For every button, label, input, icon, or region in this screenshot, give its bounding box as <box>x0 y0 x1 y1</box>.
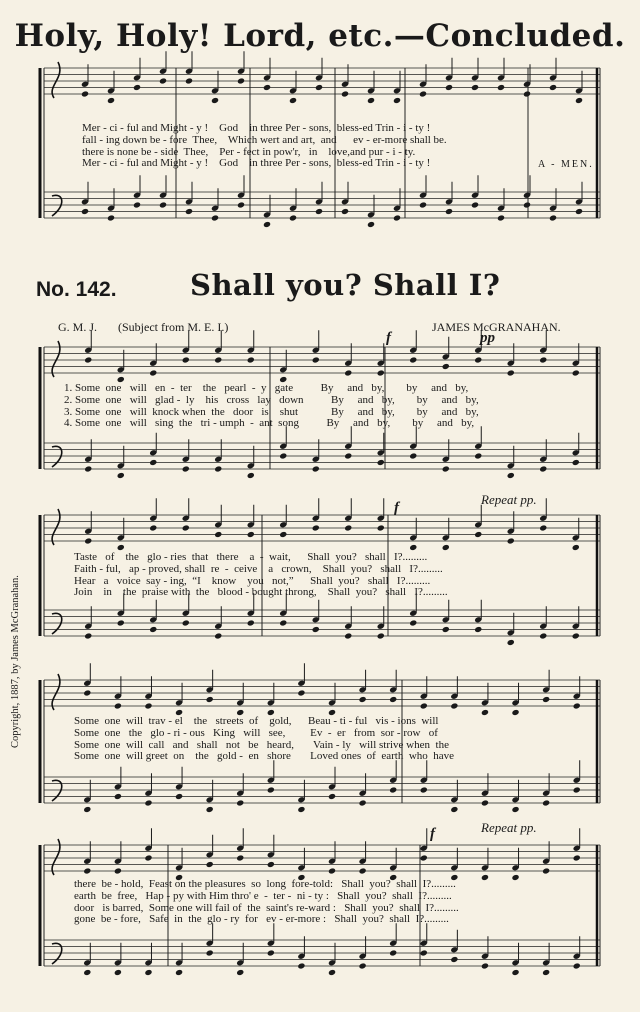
amen-text: A - MEN. <box>538 159 594 170</box>
dynamic-forte-1: f <box>386 330 391 346</box>
lyrics-block-4 <box>74 716 454 763</box>
lyric-line: gone be - fore, Safe in the glo - ry for ev - er-more : Shall you? shall I?......... <box>74 913 449 926</box>
lyric-line: Some one the glo - ri - ous King will see, Ev - er from sor - row of <box>74 726 438 739</box>
lyric-line: door is barred, Some one will fail of the saint's re-ward : Shall you? shall I?......... <box>74 901 459 914</box>
lyric-line: earth be free, Hap - py with Him thro' e - ter - ni - ty : Shall you? shall I?......... <box>74 889 452 902</box>
copyright-notice: Copyright, 1887, by James McGranahan. <box>10 575 21 748</box>
lyrics-block-5 <box>74 879 459 926</box>
composer-credit: JAMES McGRANAHAN. <box>432 320 561 334</box>
lyric-line: Mer - ci - ful and Might - y ! God in three Per - sons, bless-ed Trin - i - ty ! <box>82 122 431 134</box>
lyric-line: Taste of the glo - ries that there a - wait, Shall you? shall I?......... <box>74 551 428 563</box>
hymn-title: Shall you? Shall I? <box>190 268 501 302</box>
words-credit: G. M. J. <box>58 320 98 334</box>
page-heading: Holy, Holy! Lord, etc.—Concluded. <box>14 18 626 54</box>
lyrics-block-1 <box>82 123 447 170</box>
dynamic-pianissimo: pp <box>480 330 495 346</box>
lyric-line: Mer - ci - ful and Might - y ! God in three Per - sons, bless-ed Trin - i - ty ! <box>82 157 431 170</box>
lyric-line: Faith - ful, ap - proved, shall re - ceive a crown, Shall you? shall I?......... <box>74 562 443 575</box>
lyric-line: 3. Some one will knock when the door is shut By and by, by and by, <box>64 405 479 418</box>
lyric-line: 1. Some one will en - ter the pearl - y gate By and by, by and by, <box>64 382 469 394</box>
hymn-number: No. 142. <box>36 278 117 301</box>
lyric-line: 4. Some one will sing the tri - umph - ant song By and by, by and by, <box>64 417 475 430</box>
dynamic-forte-3: f <box>430 826 435 842</box>
lyric-line: fall - ing down be - fore Thee, Which wert and art, and ev - er-more shall be. <box>82 133 447 146</box>
lyrics-block-3 <box>74 552 448 599</box>
lyric-line: Some one will greet on the gold - en shore Loved ones of earth who have <box>74 750 455 763</box>
subject-credit: (Subject from M. E. I.) <box>118 320 229 334</box>
lyric-line: 2. Some one will glad - ly his cross lay down By and by, by and by, <box>64 393 479 406</box>
lyric-line: there is none be - side Thee, Per - fect in pow'r, in love,and pur - i - ty. <box>82 145 416 158</box>
repeat-marking-2: Repeat pp. <box>481 820 537 835</box>
lyric-line: Join in the praise with the blood - bought throng, Shall you? shall I?......... <box>74 586 448 599</box>
lyric-line: Some one will call and shall not be heard, Vain - ly will strive when the <box>74 738 449 751</box>
lyric-line: there be - hold, Feast on the pleasures so long fore-told: Shall you? shall I?......... <box>74 878 456 890</box>
repeat-marking-1: Repeat pp. <box>481 492 537 507</box>
dynamic-forte-2: f <box>394 500 399 516</box>
lyrics-block-2 <box>64 383 479 430</box>
lyric-line: Some one will trav - el the streets of gold, Beau - ti - ful vis - ions will <box>74 715 439 727</box>
lyric-line: Hear a voice say - ing, “I know you not,” Shall you? shall I?......... <box>74 574 431 587</box>
